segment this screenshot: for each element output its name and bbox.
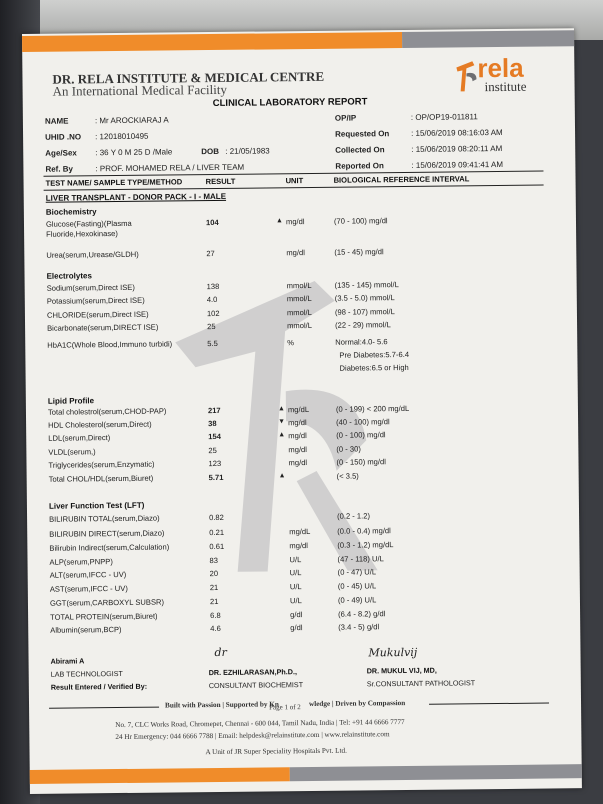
unit: mmol/L — [286, 280, 312, 291]
col-header-ref: BIOLOGICAL REFERENCE INTERVAL — [333, 174, 470, 185]
result-value: 5.71 — [208, 472, 224, 483]
reference-interval: (0.0 - 0.4) mg/dl — [337, 526, 391, 536]
agesex-label: Age/Sex — [45, 148, 77, 158]
collected-label: Collected On — [335, 145, 385, 155]
unit: mg/dl — [288, 431, 307, 441]
test-name: TOTAL PROTEIN(serum,Biuret) — [50, 611, 158, 622]
unit: mmol/L — [286, 293, 312, 304]
page-number: Page 1 of 2 — [269, 703, 301, 712]
unit: % — [287, 338, 295, 348]
section-lipid: Lipid Profile — [47, 396, 95, 406]
reported-value: : 15/06/2019 09:41:41 AM — [411, 159, 504, 170]
unit: U/L — [289, 596, 302, 606]
flag-icon: ▲ — [278, 431, 286, 439]
requested-value: : 15/06/2019 08:16:03 AM — [411, 127, 503, 138]
logo-subtitle: institute — [484, 78, 527, 95]
test-name: ALP(serum,PNPP) — [49, 557, 113, 567]
reference-interval: (0 - 199) < 200 mg/dL — [335, 403, 410, 414]
divider — [49, 707, 159, 709]
test-name: BILIRUBIN TOTAL(serum,Diazo) — [49, 513, 160, 524]
biochemist-name: DR. EZHILARASAN,Ph.D., — [208, 667, 297, 678]
biochemist-role: CONSULTANT BIOCHEMIST — [208, 680, 304, 691]
unit: mg/dl — [288, 458, 308, 468]
biochemist-signature: dr — [214, 645, 227, 660]
result-value: 0.21 — [209, 527, 225, 538]
section-biochemistry: Biochemistry — [45, 207, 97, 217]
unit: g/dl — [290, 623, 303, 633]
test-name: VLDL(serum,) — [48, 447, 96, 457]
test-name: Albumin(serum,BCP) — [50, 624, 122, 635]
reference-interval: (47 - 118) U/L — [337, 554, 384, 564]
result-value: 123 — [208, 458, 222, 469]
test-name: Bilirubin Indirect(serum,Calculation) — [49, 542, 170, 553]
agesex-value: : 36 Y 0 M 25 D /Male — [95, 147, 173, 158]
dob-value: : 21/05/1983 — [225, 146, 270, 156]
result-value: 217 — [207, 405, 221, 416]
entered-by-label: Result Entered / Verified By: — [50, 681, 148, 692]
panel-title: LIVER TRANSPLANT - DONOR PACK - I - MALE — [45, 191, 227, 203]
motto-part-a: Built with Passion | Supported by Kn — [164, 700, 279, 710]
test-name: Total cholestrol(serum,CHOD-PAP) — [47, 406, 167, 417]
reference-interval: (40 - 100) mg/dl — [336, 417, 390, 427]
result-value: 83 — [209, 555, 219, 566]
col-header-test: TEST NAME/ SAMPLE TYPE/METHOD — [45, 177, 183, 188]
reference-interval: (0 - 45) U/L — [337, 581, 377, 591]
rela-logo-icon — [454, 57, 478, 93]
unit: mg/dL — [289, 527, 311, 537]
result-value: 102 — [206, 308, 220, 319]
result-value: 25 — [208, 445, 217, 456]
unit: mg/dL — [287, 405, 310, 415]
unit: mg/dl — [288, 418, 307, 428]
reference-interval: (< 3.5) — [336, 471, 359, 481]
report-title: CLINICAL LABORATORY REPORT — [212, 96, 368, 110]
flag-icon: ▲ — [275, 217, 283, 225]
reference-interval: (0 - 30) — [336, 444, 361, 454]
reference-interval: (135 - 145) mmol/L — [334, 280, 399, 290]
motto-part-b: wledge | Driven by Compassion — [308, 699, 406, 709]
result-value: 5.5 — [207, 338, 218, 349]
test-name: Bicarbonate(serum,DIRECT ISE) — [47, 322, 159, 333]
reference-interval: (3.5 - 5.0) mmol/L — [334, 293, 395, 303]
unit: g/dl — [290, 610, 303, 620]
col-header-result: RESULT — [205, 176, 236, 187]
test-name: Triglycerides(serum,Enzymatic) — [48, 459, 155, 470]
unit: mg/dl — [286, 248, 305, 258]
reference-interval: (98 - 107) mmol/L — [334, 307, 395, 317]
pathologist-name: DR. MUKUL VIJ, MD, — [366, 665, 437, 676]
test-name: Total CHOL/HDL(serum,Biuret) — [48, 473, 154, 484]
result-value: 154 — [208, 431, 221, 442]
unit: mg/dl — [285, 217, 305, 227]
unit: mmol/L — [286, 307, 312, 318]
flag-icon: ▼ — [278, 418, 286, 426]
table-row — [24, 214, 576, 239]
test-name: Sodium(serum,Direct ISE) — [46, 282, 135, 293]
col-header-unit: UNIT — [285, 176, 304, 186]
unit: mmol/L — [287, 320, 313, 331]
divider — [429, 703, 549, 705]
flag-icon: ▲ — [278, 472, 286, 480]
result-value: 25 — [207, 321, 216, 332]
result-value: 27 — [206, 248, 215, 259]
reference-interval: (6.4 - 8.2) g/dl — [338, 609, 386, 619]
reference-interval: Normal:4.0- 5.6 — [335, 337, 388, 347]
reference-interval-cont: Pre Diabetes:5.7-6.4 — [339, 349, 410, 360]
op-value: : OP/OP19-011811 — [410, 112, 478, 122]
op-label: OP/IP — [334, 113, 357, 123]
dob-label: DOB — [201, 146, 220, 157]
result-value: 0.61 — [209, 541, 225, 552]
test-name: GGT(serum,CARBOXYL SUBSR) — [49, 597, 165, 608]
test-name: Urea(serum,Urease/GLDH) — [46, 249, 139, 260]
unit: mg/dl — [288, 445, 307, 455]
result-value: 38 — [208, 418, 217, 429]
reference-interval: (22 - 29) mmol/L — [335, 320, 391, 330]
unit: U/L — [289, 582, 302, 592]
test-name: ALT(serum,IFCC - UV) — [49, 569, 127, 580]
test-name: HbA1C(Whole Blood,Immuno turbidi) — [47, 339, 173, 350]
result-value: 21 — [209, 582, 219, 593]
reference-interval: (0 - 47) U/L — [337, 567, 377, 577]
technologist-role: LAB TECHNOLOGIST — [50, 668, 123, 679]
ref-value: : PROF. MOHAMED RELA / LIVER TEAM — [95, 162, 245, 174]
result-value: 0.82 — [209, 512, 224, 523]
lab-report-page — [22, 28, 582, 794]
requested-label: Requested On — [335, 129, 390, 139]
address: No. 7, CLC Works Road, Chromepet, Chennai - 600 044, Tamil Nadu, India | Tel: +91 44 6666 7777 — [115, 718, 405, 730]
test-name: BILIRUBIN DIRECT(serum,Diazo) — [49, 528, 165, 539]
reference-interval: (0 - 49) U/L — [337, 595, 377, 605]
institute-tagline: An International Medical Facility — [52, 81, 228, 99]
unit: U/L — [289, 568, 302, 578]
result-value: 104 — [205, 217, 219, 228]
uhid-label: UHID .NO — [45, 132, 82, 142]
patient-name: : Mr AROCKIARAJ A — [94, 115, 169, 126]
test-name: LDL(serum,Direct) — [48, 433, 111, 443]
test-name: Potassium(serum,Direct ISE) — [46, 295, 145, 306]
ref-label: Ref. By — [45, 164, 74, 174]
reference-interval: (15 - 45) mg/dl — [334, 247, 384, 257]
technologist-name: Abirami A — [50, 656, 85, 666]
section-lft: Liver Function Test (LFT) — [48, 500, 145, 511]
test-name: CHLORIDE(serum,Direct ISE) — [46, 309, 149, 320]
result-value: 20 — [209, 568, 219, 579]
test-name: AST(serum,IFCC - UV) — [49, 583, 128, 594]
test-name: Glucose(Fasting)(Plasma — [45, 218, 132, 229]
name-label: NAME — [44, 116, 69, 126]
table-row — [25, 335, 577, 373]
section-electrolytes: Electrolytes — [46, 271, 92, 281]
result-value: 138 — [206, 281, 220, 292]
test-name: HDL Cholesterol(serum,Direct) — [48, 419, 152, 430]
contact: 24 Hr Emergency: 044 6666 7788 | Email: helpdesk@relainstitute.com | www.relainstitute.com — [115, 730, 390, 742]
reference-interval: (3.4 - 5) g/dl — [338, 622, 380, 632]
header-stripe — [22, 30, 574, 52]
flag-icon: ▲ — [277, 405, 285, 413]
unit-of: A Unit of JR Super Speciality Hospitals Pvt. Ltd. — [205, 746, 347, 757]
unit: mg/dl — [289, 541, 308, 551]
reference-interval-cont: Diabetes:6.5 or High — [339, 362, 409, 373]
reference-interval: (0.3 - 1.2) mg/dL — [337, 540, 394, 550]
reference-interval: (0.2 - 1.2) — [337, 511, 371, 521]
result-value: 6.8 — [210, 610, 221, 621]
result-value: 4.6 — [210, 623, 221, 634]
reference-interval: (0 - 100) mg/dl — [336, 430, 386, 440]
pathologist-signature: Mukulvij — [368, 645, 418, 660]
reference-interval: (0 - 150) mg/dl — [336, 457, 386, 467]
footer-stripe — [30, 764, 582, 784]
institute-name: DR. RELA INSTITUTE & MEDICAL CENTRE — [52, 68, 325, 87]
result-value: 4.0 — [206, 294, 218, 305]
test-name-cont: Fluoride,Hexokinase) — [46, 229, 118, 239]
unit: U/L — [289, 555, 302, 565]
collected-value: : 15/06/2019 08:20:11 AM — [411, 143, 503, 154]
uhid-value: : 12018010495 — [95, 131, 149, 142]
reference-interval: (70 - 100) mg/dl — [333, 216, 388, 226]
table-row — [24, 245, 576, 265]
reported-label: Reported On — [335, 161, 384, 171]
logo-wordmark: rela — [477, 52, 524, 84]
result-value: 21 — [209, 596, 219, 607]
pathologist-role: Sr.CONSULTANT PATHOLOGIST — [366, 678, 476, 689]
